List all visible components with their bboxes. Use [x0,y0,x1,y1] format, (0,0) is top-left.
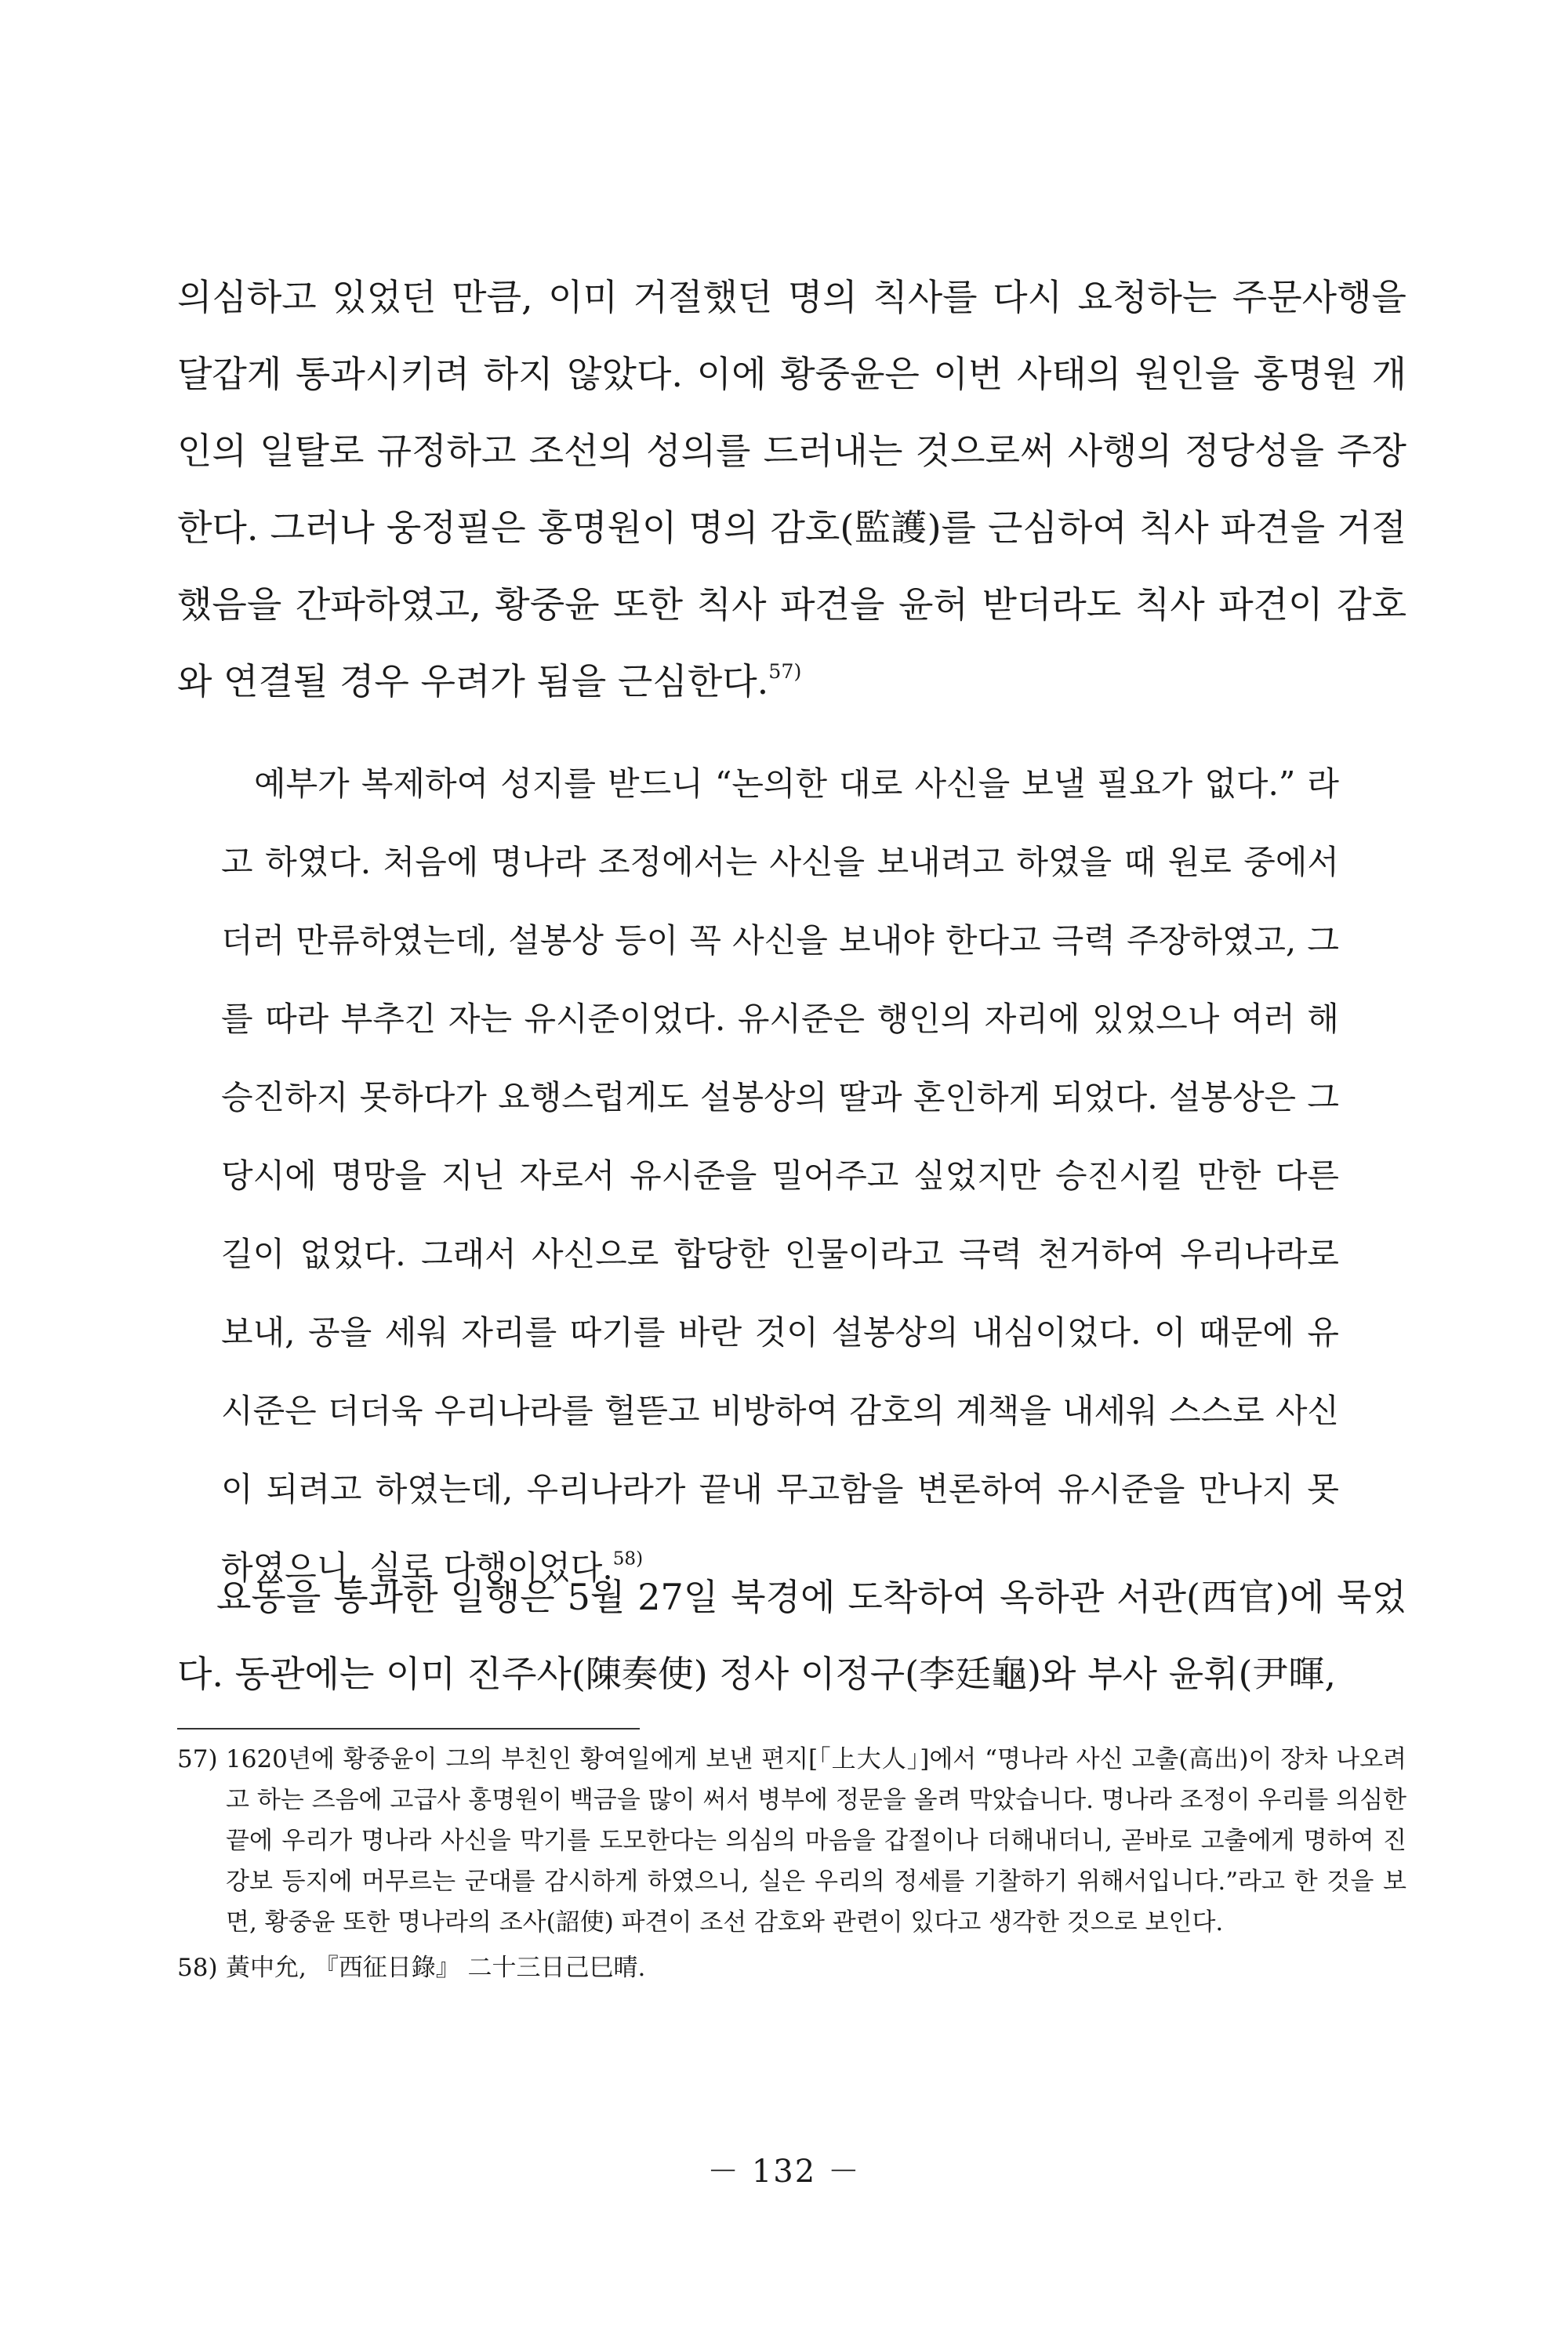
footnotes-section [177,1739,1406,1993]
page-number: － 132 － [707,2154,861,2190]
body-paragraph: 요동을 통과한 일행은 5월 27일 북경에 도착하여 옥하관 서관(西官)에 묵었다. 동관에는 이미 진주사(陳奏使) 정사 이정구(李廷龜)와 부사 윤휘(尹暉, [177,1576,1406,1695]
footnote-number: 58) [177,1954,218,1982]
footnote-ref-57: 57) [768,659,802,683]
footnote-57 [177,1739,1406,1943]
block-quote [221,745,1339,1607]
body-paragraph-text: 의심하고 있었던 만큼, 이미 거절했던 명의 칙사를 다시 요청하는 주문사행을 달갑게 통과시키려 하지 않았다. 이에 황중윤은 이번 사태의 원인을 홍명원 개인의 일탈로 규정하고 조선의 성의를 드러내는 것으로써 사행의 정당성을 주장한다. 그러나 웅정필은 홍명원이 명의 감호(監護)를 근심하여 칙사 파견을 거절했음을 간파하였고, 황중윤 또한 칙사 파견을 윤허 받더라도 칙사 파견이 감호와 연결될 경우 우려가 됨을 근심한다. [177,276,1406,702]
footnote-number: 57) [177,1745,218,1773]
footnote-58 [177,1947,1406,1988]
footnote-ref-58: 58) [612,1548,644,1570]
block-quote-text: 예부가 복제하여 성지를 받드니 “논의한 대로 사신을 보낼 필요가 없다.” 라고 하였다. 처음에 명나라 조정에서는 사신을 보내려고 하였을 때 원로 중에서 더러 만류하였는데, 설봉상 등이 꼭 사신을 보내야 한다고 극력 주장하였고, 그를 따라 부추긴 자는 유시준이었다. 유시준은 행인의 자리에 있었으나 여러 해 승진하지 못하다가 요행스럽게도 설봉상의 딸과 혼인하게 되었다. 설봉상은 그 당시에 명망을 지닌 자로서 유시준을 밀어주고 싶었지만 승진시킬 만한 다른 길이 없었다. 그래서 사신으로 합당한 인물이라고 극력 천거하여 우리나라로 보내, 공을 세워 자리를 따기를 바란 것이 설봉상의 내심이었다. 이 때문에 유시준은 더더욱 우리나라를 헐뜯고 비방하여 감호의 계책을 내세워 스스로 사신이 되려고 하였는데, 우리나라가 끝내 무고함을 변론하여 유시준을 만나지 못하였으니, 실로 다행이었다. [221,764,1339,1587]
footnote-divider [177,1728,640,1730]
body-paragraph [177,259,1406,720]
footnote-text: 1620년에 황중윤이 그의 부친인 황여일에게 보낸 편지[「上大人」]에서 “명나라 사신 고출(高出)이 장차 나오려고 하는 즈음에 고급사 홍명원이 백금을 많이 써서 병부에 정문을 올려 막았습니다. 명나라 조정이 우리를 의심한 끝에 우리가 명나라 사신을 막기를 도모한다는 의심의 마음을 갑절이나 더해내더니, 곧바로 고출에게 명하여 진강보 등지에 머무르는 군대를 감시하게 하였으니, 실은 우리의 정세를 기찰하기 위해서입니다.”라고 한 것을 보면, 황중윤 또한 명나라의 조사(詔使) 파견이 조선 감호와 관련이 있다고 생각한 것으로 보인다. [226,1745,1406,1936]
footnote-text: 黃中允, 『西征日錄』 二十三日己巳晴. [226,1954,646,1982]
